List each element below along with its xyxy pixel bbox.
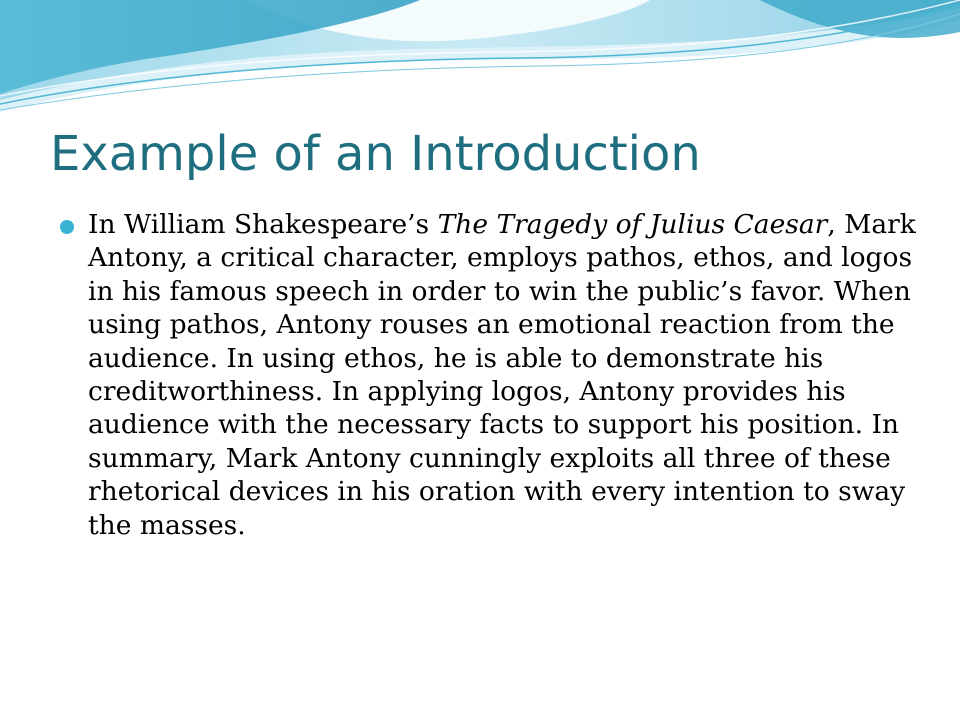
bullet-lead-text: In William Shakespeare’s (88, 209, 438, 240)
bullet-body-text: , Mark Antony, a critical character, employs pathos, ethos, and logos in his famous speech in order to win the public’s favor. When using pathos, Antony rouses an emotional reaction from the audience. In using ethos, he is able to demonstrate his creditworthiness. In applying logos, Antony provides his audience with the necessary facts to support his position. In summary, Mark Antony cunningly exploits all three of these rhetorical devices in his oration with every intention to sway the masses. (88, 209, 916, 541)
bullet-text (88, 208, 940, 542)
wave-header-decoration (0, 0, 960, 130)
bullet-list (60, 208, 940, 542)
bullet-item (60, 208, 940, 542)
slide-title: Example of an Introduction (50, 126, 701, 182)
play-title-text: The Tragedy of Julius Caesar (437, 209, 828, 240)
bullet-circle-icon (60, 220, 74, 234)
